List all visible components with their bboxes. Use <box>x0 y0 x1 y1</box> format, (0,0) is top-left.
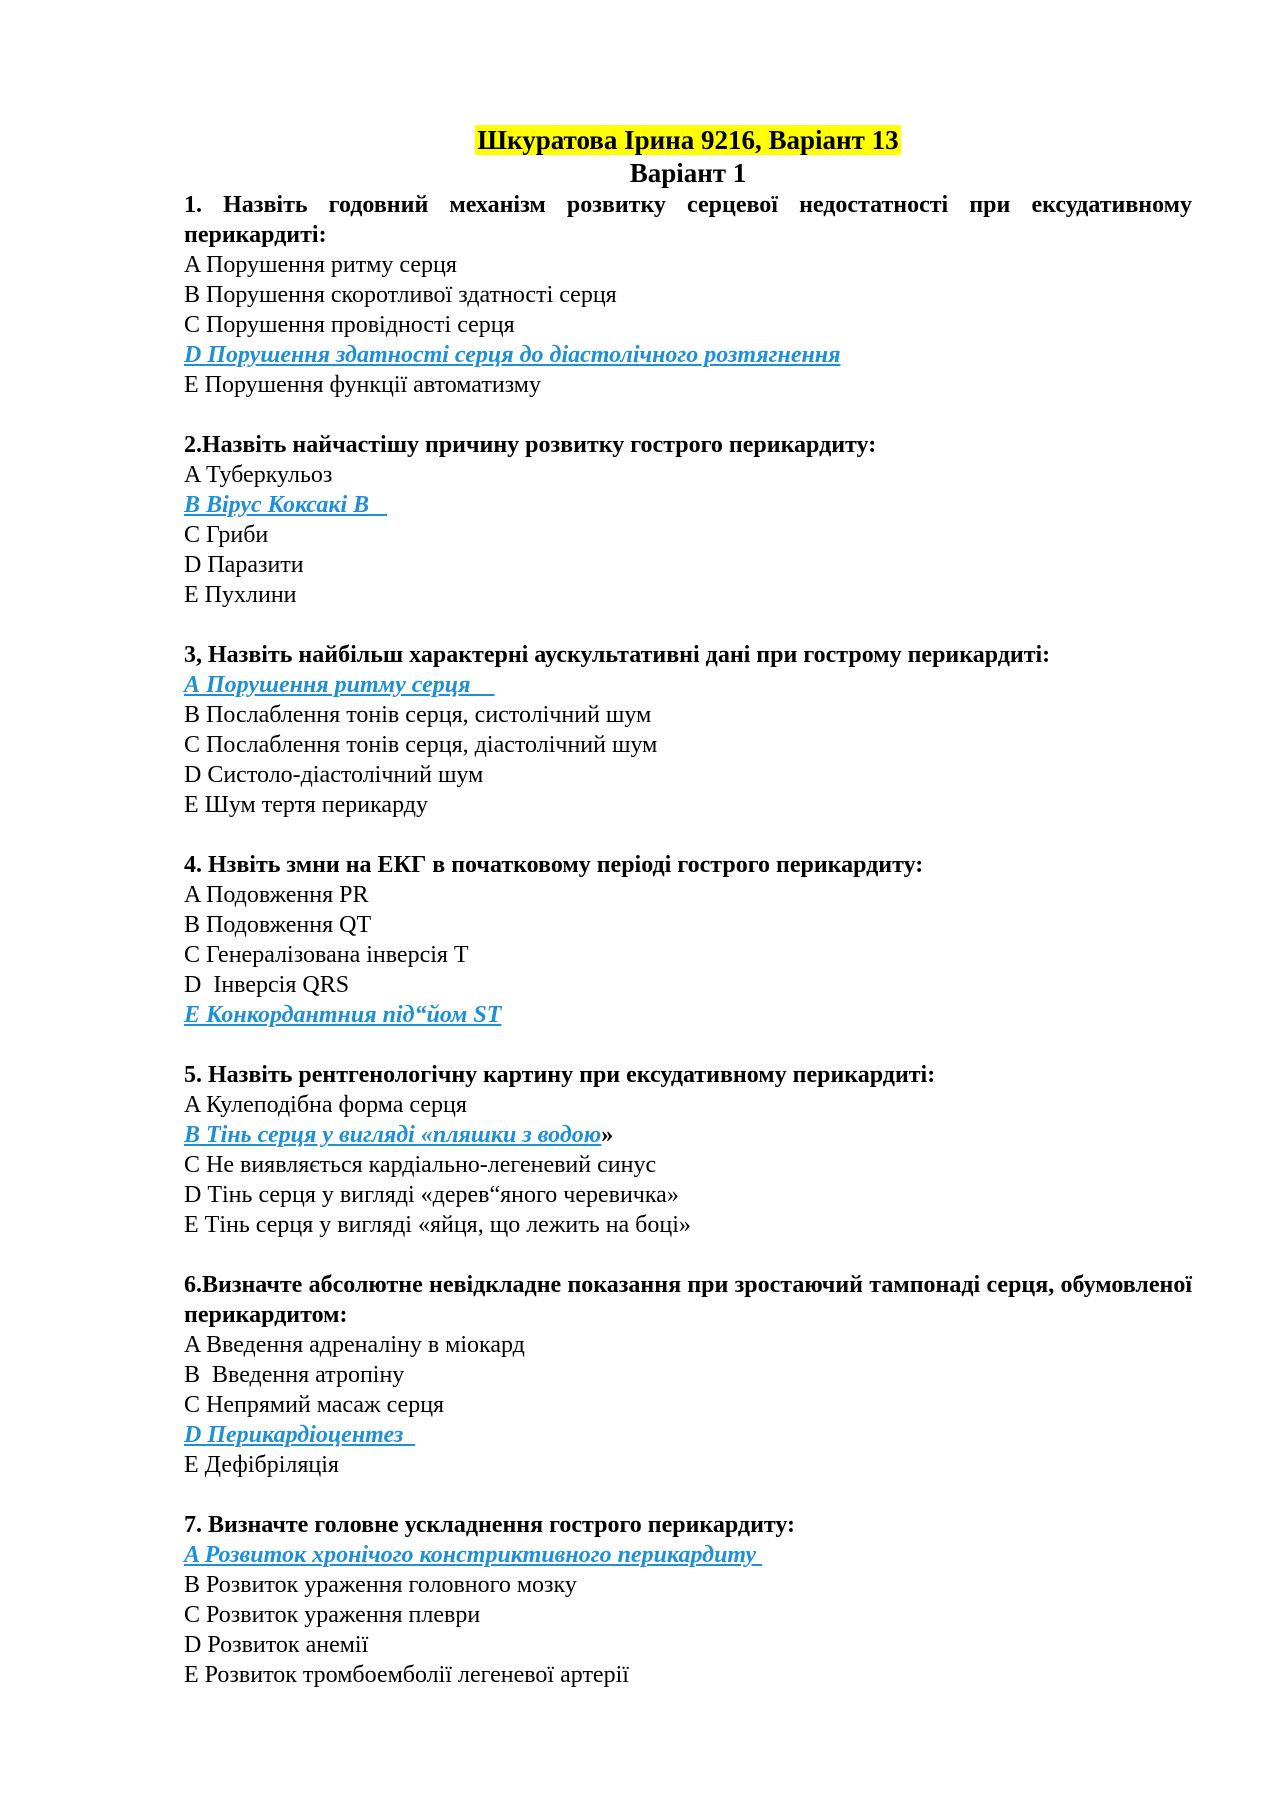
answer-option: C Гриби <box>184 522 269 548</box>
answer-option: C Розвиток ураження плеври <box>184 1602 481 1628</box>
correct-answer-text: D Перикардіоцентез <box>184 1422 416 1448</box>
answer-option: E Порушення функції автоматизму <box>184 372 541 398</box>
answer-option: C Порушення провідності серця <box>184 312 515 338</box>
answer-option: E Тінь серця у вигляді «яйця, що лежить на боці» <box>184 1212 691 1238</box>
answer-option: A Туберкульоз <box>184 462 333 488</box>
answer-option: E Пухлини <box>184 582 297 608</box>
question-text: 2.Назвіть найчастішу причину розвитку гострого перикардиту: <box>184 432 877 458</box>
question-block <box>184 1060 1192 1240</box>
answer-option: A Введення адреналіну в міокард <box>184 1332 525 1358</box>
correct-answer-text: D Порушення здатності серця до діастолічного розтягнення <box>184 342 841 368</box>
document-header <box>184 124 1192 157</box>
question-block <box>184 640 1192 820</box>
correct-answer-text: B Вірус Коксакі В <box>184 492 388 518</box>
correct-answer-text: А Порушення ритму серця <box>184 672 495 698</box>
answer-option: Е Шум тертя перикарду <box>184 792 428 818</box>
answer-option: C Генералізована інверсія Т <box>184 942 469 968</box>
highlighted-header: Шкуратова Ірина 9216, Варіант 13 <box>477 125 899 155</box>
correct-answer-text: A Розвиток хронічого констриктивного перикардиту <box>184 1542 763 1568</box>
answer-option: D Систоло-діастолічний шум <box>184 762 484 788</box>
answer-option: E Дефібріляція <box>184 1452 339 1478</box>
answer-option: D Інверсія QRS <box>184 972 350 998</box>
answer-option: A Подовження PR <box>184 882 369 908</box>
answer-option: C Непрямий масаж серця <box>184 1392 445 1418</box>
correct-answer-option <box>184 1120 1192 1150</box>
question-block <box>184 850 1192 1030</box>
question-text: 3, Назвіть найбільш характерні аускультативні дані при гострому перикардиті: <box>184 642 1051 668</box>
answer-option: A Кулеподібна форма серця <box>184 1092 467 1118</box>
question-block <box>184 190 1192 400</box>
question-block <box>184 1510 1192 1690</box>
question-list <box>184 190 1192 1690</box>
answer-option: D Тінь серця у вигляді «дерев“яного черевичка» <box>184 1182 679 1208</box>
answer-option: D Розвиток анемії <box>184 1632 369 1658</box>
question-text: 4. Нзвіть змни на ЕКГ в початковому періоді гострого перикардиту: <box>184 852 924 878</box>
question-text: 5. Назвіть рентгенологічну картину при ексудативному перикардиті: <box>184 1062 936 1088</box>
question-text: 6.Визначте абсолютне невідкладне показання при зростаючий тампонаді серця, обумовленої перикардитом: <box>184 1272 1192 1328</box>
correct-answer-option <box>184 1540 1192 1570</box>
answer-option: C Не виявляється кардіально-легеневий синус <box>184 1152 657 1178</box>
correct-answer-option <box>184 1000 1192 1030</box>
question-text: 1. Назвіть годовний механізм розвитку серцевої недостатності при ексудативному перикардиті: <box>184 192 1192 248</box>
answer-option: B Порушення скоротливої здатності серця <box>184 282 617 308</box>
question-block <box>184 1270 1192 1480</box>
correct-answer-option <box>184 490 1192 520</box>
question-text: 7. Визначте головне ускладнення гострого перикардиту: <box>184 1512 796 1538</box>
answer-option: B Розвиток ураження головного мозку <box>184 1572 577 1598</box>
answer-option: D Паразити <box>184 552 304 578</box>
correct-answer-option <box>184 670 1192 700</box>
correct-answer-option <box>184 340 1192 370</box>
document-content <box>184 124 1192 1720</box>
correct-answer-option <box>184 1420 1192 1450</box>
correct-answer-text: B Тінь серця у вигляді «пляшки з водою <box>184 1122 602 1148</box>
correct-answer-text: E Конкордантния під“йом ST <box>184 1002 502 1028</box>
answer-tail-text: » <box>601 1122 614 1148</box>
question-block <box>184 430 1192 610</box>
answer-option: A Порушення ритму серця <box>184 252 457 278</box>
answer-option: E Розвиток тромбоемболії легеневої артерії <box>184 1662 629 1688</box>
answer-option: B Введення атропіну <box>184 1362 405 1388</box>
document-subheader: Варіант 1 <box>629 158 747 188</box>
answer-option: B Подовження QT <box>184 912 372 938</box>
answer-option: В Послаблення тонів серця, систолічний шум <box>184 702 652 728</box>
answer-option: С Послаблення тонів серця, діастолічний шум <box>184 732 658 758</box>
